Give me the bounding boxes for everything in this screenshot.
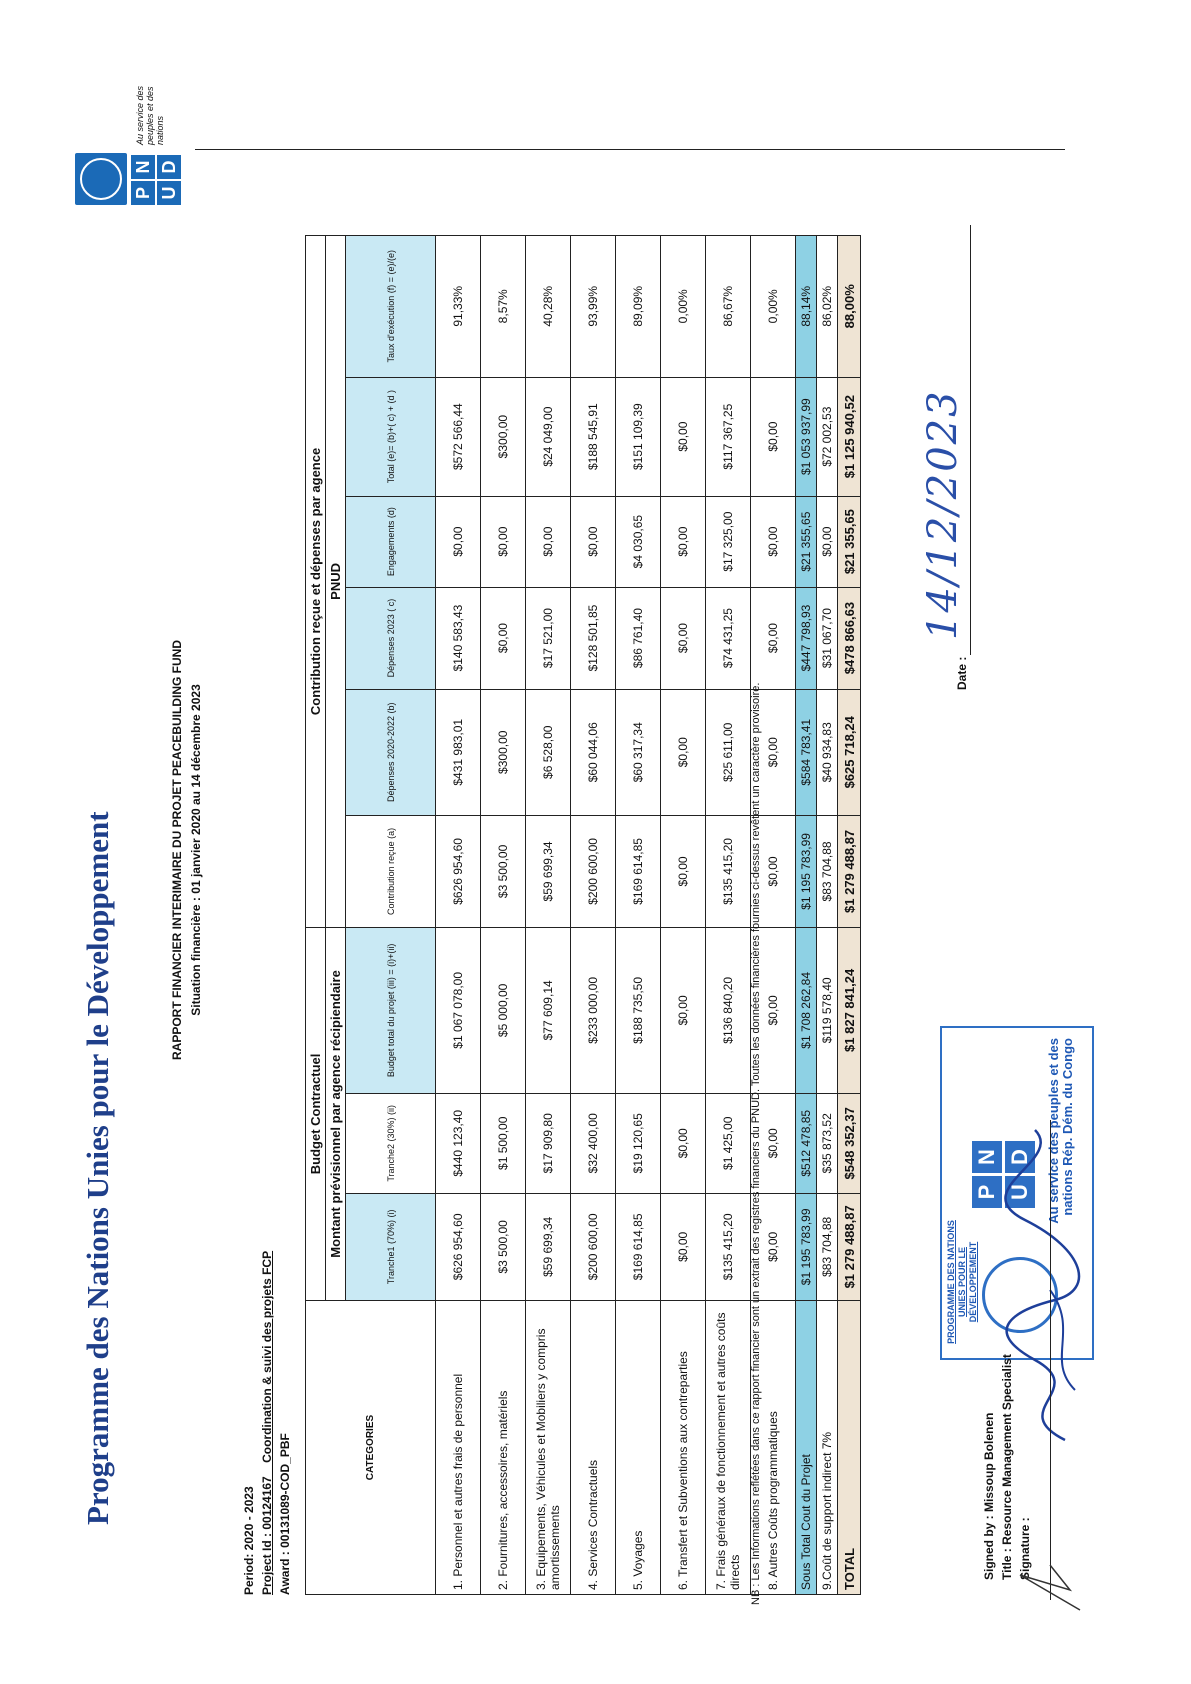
cell-dep-2020-2022: $6 528,00	[526, 689, 571, 815]
row-category: 1. Personnel et autres frais de personnel	[436, 1301, 481, 1595]
cell-taux: 86,67%	[706, 236, 751, 378]
rotated-document-sheet	[60, 60, 1110, 1620]
row-category: Sous Total Cout du Projet	[796, 1301, 817, 1595]
cell-dep-2020-2022: $0,00	[751, 689, 796, 815]
table-row	[706, 236, 751, 1595]
cell-budget-total: $188 735,50	[616, 927, 661, 1093]
table-row	[481, 236, 526, 1595]
cell-dep-2020-2022: $300,00	[481, 689, 526, 815]
cell-contribution: $626 954,60	[436, 815, 481, 927]
cell-contribution: $83 704,88	[817, 815, 838, 927]
cell-taux: 88,00%	[838, 236, 861, 378]
cell-taux: 89,09%	[616, 236, 661, 378]
row-category: 7. Frais généraux de fonctionnement et autres coûts directs	[706, 1301, 751, 1595]
cell-dep-2023: $74 431,25	[706, 587, 751, 689]
cell-dep-2020-2022: $0,00	[661, 689, 706, 815]
h-taux: Taux d'exécution (f) = (e)/(e)	[346, 236, 436, 378]
cell-tranche2: $1 425,00	[706, 1093, 751, 1193]
cell-taux: 40,28%	[526, 236, 571, 378]
un-emblem-icon	[75, 153, 127, 205]
sub-montant: Montant prévisionnel par agence récipiendaire	[326, 927, 346, 1300]
undp-logo	[75, 85, 195, 205]
cell-total: $300,00	[481, 377, 526, 496]
cell-engagements: $21 355,65	[838, 496, 861, 587]
cell-tranche2: $512 478,85	[796, 1093, 817, 1193]
cell-total: $0,00	[661, 377, 706, 496]
cell-total: $72 002,53	[817, 377, 838, 496]
cell-total: $24 049,00	[526, 377, 571, 496]
cell-dep-2020-2022: $60 044,06	[571, 689, 616, 815]
cell-tranche1: $135 415,20	[706, 1193, 751, 1300]
cell-tranche1: $0,00	[751, 1193, 796, 1300]
cell-contribution: $1 279 488,87	[838, 815, 861, 927]
cell-contribution: $135 415,20	[706, 815, 751, 927]
cell-tranche2: $0,00	[661, 1093, 706, 1193]
project-info	[240, 1251, 294, 1595]
cell-engagements: $21 355,65	[796, 496, 817, 587]
cell-tranche1: $83 704,88	[817, 1193, 838, 1300]
h-dep-2020-2022: Dépenses 2020-2022 (b)	[346, 689, 436, 815]
cell-tranche2: $35 873,52	[817, 1093, 838, 1193]
row-category: 2. Fournitures, accessoires, matériels	[481, 1301, 526, 1595]
logo-tagline: Au service des peuples et des nations	[135, 85, 165, 145]
cell-taux: 93,99%	[571, 236, 616, 378]
cell-engagements: $0,00	[751, 496, 796, 587]
cell-tranche1: $169 614,85	[616, 1193, 661, 1300]
cell-engagements: $0,00	[817, 496, 838, 587]
org-title: Programme des Nations Unies pour le Développement	[80, 811, 115, 1525]
logo-letter: P	[131, 181, 155, 205]
signature-label: Signature :	[1018, 1517, 1032, 1580]
row-category: 3. Equipements, Véhicules et Mobiliers y compris amortissements	[526, 1301, 571, 1595]
cell-contribution: $1 195 783,99	[796, 815, 817, 927]
signed-by: Signed by : Missoup Bolenen	[982, 1412, 996, 1580]
row-category: 8. Autres Coûts programmatiques	[751, 1301, 796, 1595]
cell-dep-2020-2022: $60 317,34	[616, 689, 661, 815]
table-row	[616, 236, 661, 1595]
cell-contribution: $0,00	[751, 815, 796, 927]
cell-contribution: $59 699,34	[526, 815, 571, 927]
cell-taux: 8,57%	[481, 236, 526, 378]
report-heading	[170, 400, 208, 1300]
sub-pnud: PNUD	[326, 236, 346, 928]
cell-taux: 88,14%	[796, 236, 817, 378]
initials-mark-icon	[1010, 1560, 1090, 1620]
row-category: 5. Voyages	[616, 1301, 661, 1595]
cell-total: $117 367,25	[706, 377, 751, 496]
table-row	[436, 236, 481, 1595]
h-dep-2023: Dépenses 2023 ( c)	[346, 587, 436, 689]
stamp-letter: U	[1005, 1176, 1035, 1208]
cell-total: $151 109,39	[616, 377, 661, 496]
row-category: TOTAL	[838, 1301, 861, 1595]
handwritten-date: 14/12/2023	[920, 389, 966, 640]
signer-title: Title : Resource Management Specialist	[1000, 1354, 1014, 1580]
cell-tranche1: $0,00	[661, 1193, 706, 1300]
h-contribution: Contribution reçue (a)	[346, 815, 436, 927]
cell-dep-2023: $128 501,85	[571, 587, 616, 689]
cell-dep-2020-2022: $584 783,41	[796, 689, 817, 815]
cell-tranche1: $1 279 488,87	[838, 1193, 861, 1300]
cell-engagements: $0,00	[571, 496, 616, 587]
table-row	[661, 236, 706, 1595]
cell-total: $0,00	[751, 377, 796, 496]
cell-tranche1: $200 600,00	[571, 1193, 616, 1300]
total-row	[838, 236, 861, 1595]
date-label: Date :	[955, 656, 969, 690]
cell-tranche2: $548 352,37	[838, 1093, 861, 1193]
cell-dep-2023: $478 866,63	[838, 587, 861, 689]
cell-budget-total: $5 000,00	[481, 927, 526, 1093]
cell-dep-2023: $447 798,93	[796, 587, 817, 689]
h-total: Total (e)= (b)+( c) + (d )	[346, 377, 436, 496]
report-situation: Situation financière : 01 janvier 2020 au 14 décembre 2023	[189, 684, 203, 1016]
cell-total: $188 545,91	[571, 377, 616, 496]
subtotal-row	[796, 236, 817, 1595]
cell-dep-2023: $140 583,43	[436, 587, 481, 689]
cell-tranche2: $0,00	[751, 1093, 796, 1193]
cell-dep-2023: $31 067,70	[817, 587, 838, 689]
col-categories: CATEGORIES	[306, 1301, 436, 1595]
cell-taux: 91,33%	[436, 236, 481, 378]
cell-tranche2: $440 123,40	[436, 1093, 481, 1193]
project-id: Project Id : 00124167 _ Coordination & suivi des projets FCP	[260, 1250, 274, 1595]
cell-budget-total: $1 067 078,00	[436, 927, 481, 1093]
cell-budget-total: $136 840,20	[706, 927, 751, 1093]
cell-engagements: $4 030,65	[616, 496, 661, 587]
cell-dep-2023: $0,00	[481, 587, 526, 689]
financial-table	[305, 235, 861, 1595]
h-tranche2: Tranche2 (30%) (ii)	[346, 1093, 436, 1193]
cell-engagements: $17 325,00	[706, 496, 751, 587]
table-row	[571, 236, 616, 1595]
cell-budget-total: $119 578,40	[817, 927, 838, 1093]
logo-letter: D	[157, 155, 181, 179]
cell-budget-total: $233 000,00	[571, 927, 616, 1093]
margin-rule	[195, 148, 1065, 150]
project-award: Award : 00131089-COD_PBF	[278, 1433, 292, 1595]
cell-budget-total: $77 609,14	[526, 927, 571, 1093]
cell-tranche2: $19 120,65	[616, 1093, 661, 1193]
cell-total: $572 566,44	[436, 377, 481, 496]
h-budget-total: Budget total du projet (iii) = (i)+(ii)	[346, 927, 436, 1093]
cell-dep-2020-2022: $40 934,83	[817, 689, 838, 815]
cell-dep-2020-2022: $625 718,24	[838, 689, 861, 815]
cell-dep-2020-2022: $25 611,00	[706, 689, 751, 815]
stamp-letter: P	[972, 1176, 1002, 1208]
h-tranche1: Tranche1 (70%) (i)	[346, 1193, 436, 1300]
group-contribution: Contribution reçue et dépenses par agence	[306, 236, 326, 928]
cell-tranche1: $626 954,60	[436, 1193, 481, 1300]
h-engagements: Engagements (d)	[346, 496, 436, 587]
cell-budget-total: $1 708 262,84	[796, 927, 817, 1093]
row-category: 9.Coût de support indirect 7%	[817, 1301, 838, 1595]
stamp-letter: D	[1005, 1141, 1035, 1173]
cell-tranche1: $3 500,00	[481, 1193, 526, 1300]
row-category: 4. Services Contractuels	[571, 1301, 616, 1595]
cell-budget-total: $0,00	[751, 927, 796, 1093]
signature-rule	[1050, 1120, 1051, 1600]
report-title: RAPPORT FINANCIER INTERIMAIRE DU PROJET PEACEBUILDING FUND	[170, 639, 184, 1061]
footnote: NB : Les Informations reflétées dans ce rapport financier sont un extrait des registres financiers du PNUD. Toutes les données financières fournies ci-dessus revêtent un caractère provisoire.	[750, 682, 762, 1605]
cell-engagements: $0,00	[481, 496, 526, 587]
cell-contribution: $169 614,85	[616, 815, 661, 927]
logo-letter: U	[157, 181, 181, 205]
cell-taux: 0,00%	[751, 236, 796, 378]
cell-dep-2023: $17 521,00	[526, 587, 571, 689]
cell-engagements: $0,00	[661, 496, 706, 587]
cell-tranche2: $1 500,00	[481, 1093, 526, 1193]
cell-contribution: $3 500,00	[481, 815, 526, 927]
indirect-row	[817, 236, 838, 1595]
cell-tranche2: $32 400,00	[571, 1093, 616, 1193]
table-row	[526, 236, 571, 1595]
cell-dep-2023: $0,00	[661, 587, 706, 689]
cell-tranche2: $17 909,80	[526, 1093, 571, 1193]
cell-contribution: $200 600,00	[571, 815, 616, 927]
cell-budget-total: $1 827 841,24	[838, 927, 861, 1093]
logo-letter: N	[131, 155, 155, 179]
stamp-tagline: Au service des peuples et des nations Rép. Dém. du Congo	[1046, 1038, 1075, 1224]
row-category: 6. Transfert et Subventions aux contreparties	[661, 1301, 706, 1595]
cell-total: $1 053 937,99	[796, 377, 817, 496]
cell-dep-2020-2022: $431 983,01	[436, 689, 481, 815]
cell-contribution: $0,00	[661, 815, 706, 927]
cell-dep-2023: $0,00	[751, 587, 796, 689]
stamp-org: PROGRAMME DES NATIONS UNIES POUR LE DÉVELOPPEMENT	[946, 1220, 978, 1344]
handwritten-signature	[995, 1120, 1095, 1450]
date-rule	[970, 225, 971, 655]
cell-dep-2023: $86 761,40	[616, 587, 661, 689]
cell-total: $1 125 940,52	[838, 377, 861, 496]
project-period: Period: 2020 - 2023	[242, 1486, 256, 1595]
cell-tranche1: $1 195 783,99	[796, 1193, 817, 1300]
group-budget: Budget Contractuel	[306, 927, 326, 1300]
cell-taux: 0,00%	[661, 236, 706, 378]
cell-engagements: $0,00	[436, 496, 481, 587]
stamp-letter: N	[972, 1141, 1002, 1173]
cell-engagements: $0,00	[526, 496, 571, 587]
cell-tranche1: $59 699,34	[526, 1193, 571, 1300]
cell-budget-total: $0,00	[661, 927, 706, 1093]
cell-taux: 86,02%	[817, 236, 838, 378]
